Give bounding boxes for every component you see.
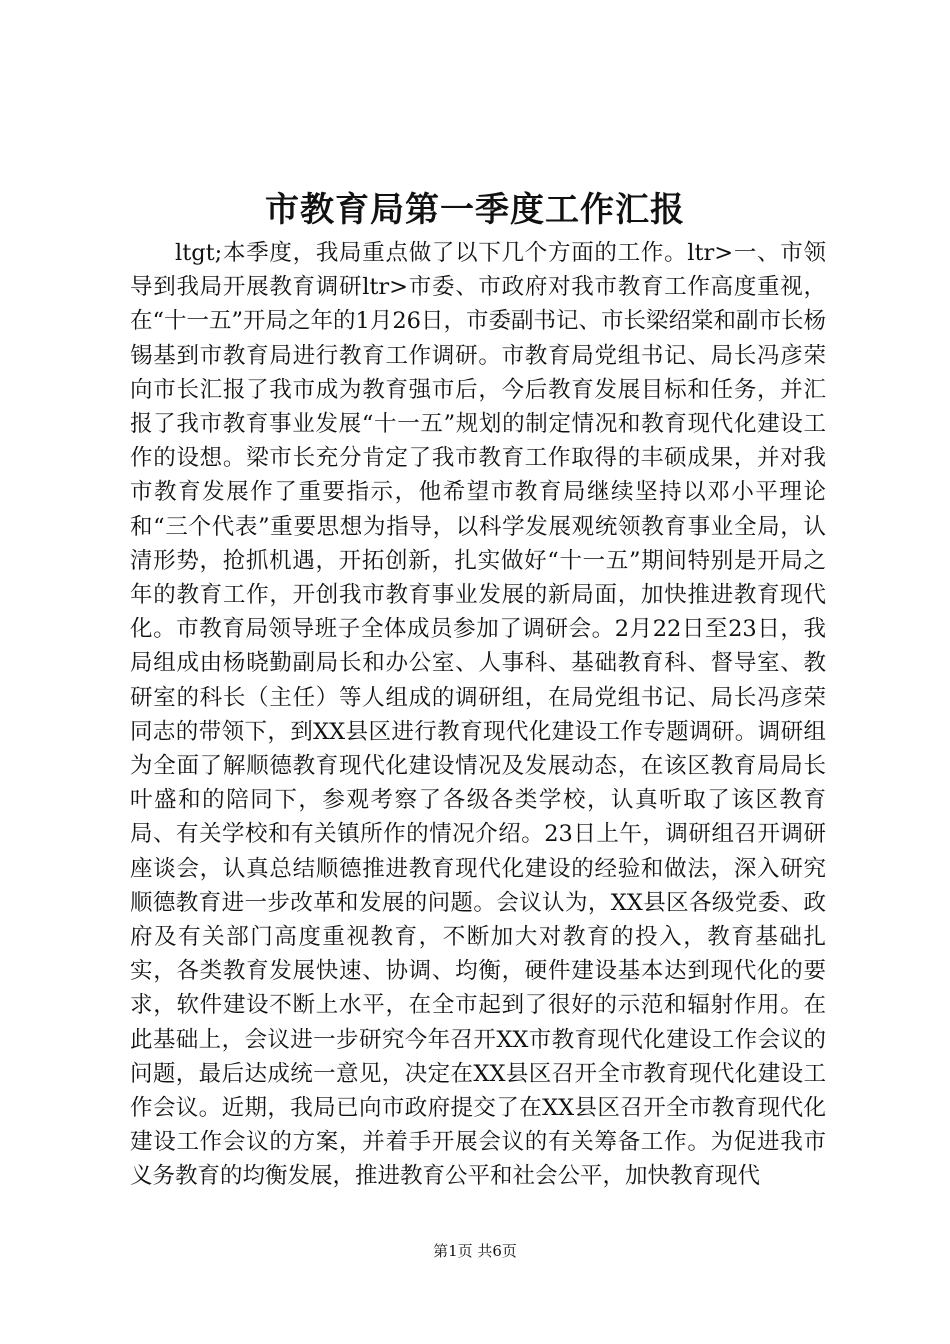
document-body-paragraph: ltgt;本季度，我局重点做了以下几个方面的工作。ltr>一、市领导到我局开展教育调研ltr>市委、市政府对我市教育工作高度重视，在“十一五”开局之年的1月26日，市委副书记、市长梁绍棠和副市长杨锡基到市教育局进行教育工作调研。市教育局党组书记、局长冯彦荣向市长汇报了我市成为教育强市后，今后教育发展目标和任务，并汇报了我市教育事业发展“十一五”规划的制定情况和教育现代化建设工作的设想。梁市长充分肯定了我市教育工作取得的丰硕成果，并对我市教育发展作了重要指示，他希望市教育局继续坚持以邓小平理论和“三个代表”重要思想为指导，以科学发展观统领教育事业全局，认清形势，抢抓机遇，开拓创新，扎实做好“十一五”期间特别是开局之年的教育工作，开创我市教育事业发展的新局面，加快推进教育现代化。市教育局领导班子全体成员参加了调研会。2月22日至23日，我局组成由杨晓勤副局长和办公室、人事科、基础教育科、督导室、教研室的科长（主任）等人组成的调研组，在局党组书记、局长冯彦荣同志的带领下，到XX县区进行教育现代化建设工作专题调研。调研组为全面了解顺德教育现代化建设情况及发展动态，在该区教育局局长叶盛和的陪同下，参观考察了各级各类学校，认真听取了该区教育局、有关学校和有关镇所作的情况介绍。23日上午，调研组召开调研座谈会，认真总结顺德推进教育现代化建设的经验和做法，深入研究顺德教育进一步改革和发展的问题。会议认为，XX县区各级党委、政府及有关部门高度重视教育，不断加大对教育的投入，教育基础扎实，各类教育发展快速、协调、均衡，硬件建设基本达到现代化的要求，软件建设不断上水平，在全市起到了很好的示范和辐射作用。在此基础上，会议进一步研究今年召开XX市教育现代化建设工作会议的问题，最后达成统一意见，决定在XX县区召开全市教育现代化建设工作会议。近期，我局已向市政府提交了在XX县区召开全市教育现代化建设工作会议的方案，并着手开展会议的有关筹备工作。为促进我市义务教育的均衡发展，推进教育公平和社会公平，加快教育现代	[130, 240, 826, 1190]
page-number-footer: 第1页 共6页	[433, 1242, 517, 1260]
document-title: 市教育局第一季度工作汇报	[265, 190, 685, 230]
